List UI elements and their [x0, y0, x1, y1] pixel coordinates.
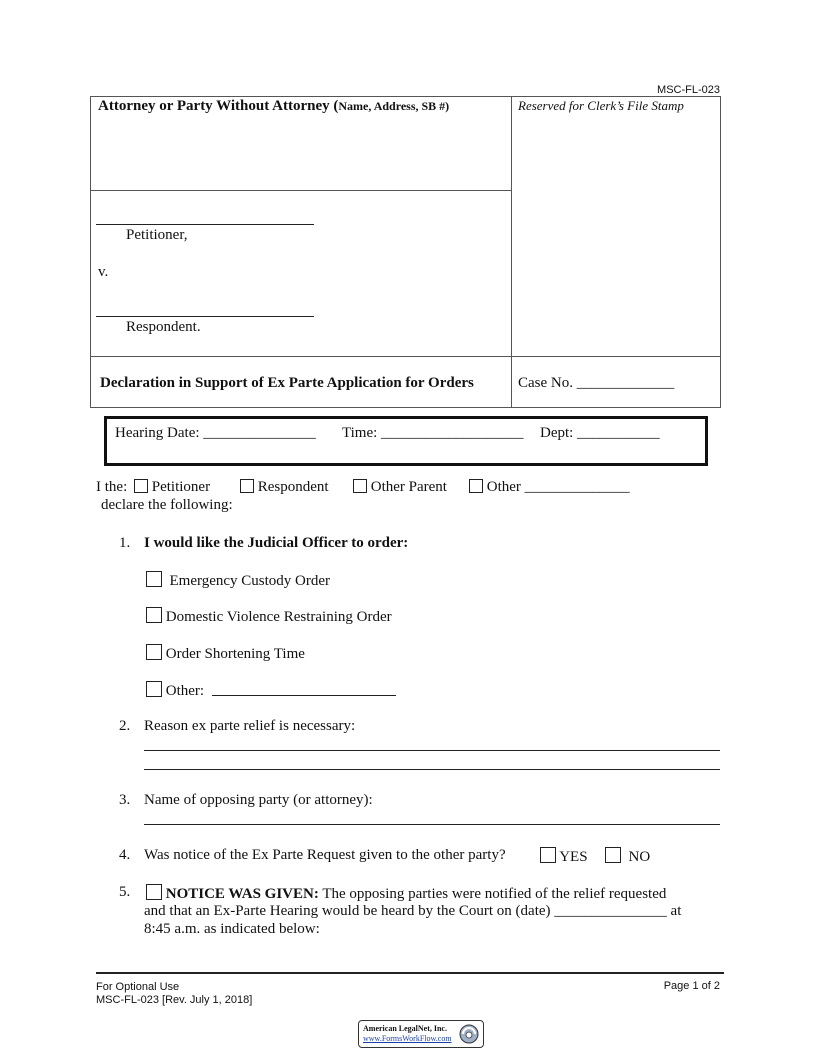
order-other-line[interactable] [212, 695, 396, 696]
caption-box [90, 96, 721, 408]
item-2-question: Reason ex parte relief is necessary: [144, 718, 356, 734]
item-1-question: I would like the Judicial Officer to order: [144, 535, 409, 551]
checkbox-icon[interactable] [146, 884, 162, 900]
clerk-stamp-label: Reserved for Clerk’s File Stamp [518, 98, 684, 113]
petitioner-line[interactable] [96, 224, 314, 225]
reason-line-2[interactable] [144, 769, 720, 770]
logo-url[interactable]: www.FormsWorkFlow.com [363, 1034, 452, 1043]
item-5-text: NOTICE WAS GIVEN: The opposing parties were notified of the relief requested [146, 884, 726, 903]
declarant-prefix: I the: [96, 479, 128, 495]
logo-name: American LegalNet, Inc. [363, 1024, 447, 1033]
notice-no[interactable]: NO [605, 847, 650, 866]
globe-icon [459, 1024, 479, 1044]
footer-page-number: Page 1 of 2 [663, 980, 720, 992]
caption-divider-title [91, 356, 720, 357]
item-5-number: 5. [119, 884, 131, 900]
declarant-other-parent[interactable]: Other Parent [353, 479, 447, 496]
order-emergency-custody[interactable]: Emergency Custody Order [146, 571, 330, 590]
case-number-field[interactable]: Case No. _____________ [518, 375, 675, 391]
item-5-text-line-3: 8:45 a.m. as indicated below: [144, 921, 320, 937]
item-2-number: 2. [119, 718, 131, 734]
item-5-text-line-2: and that an Ex-Parte Hearing would be heard by the Court on (date) _______________ at [144, 903, 682, 919]
order-other[interactable]: Other: [146, 681, 204, 700]
footer-optional-use: For Optional Use [96, 981, 180, 993]
item-1-number: 1. [119, 535, 131, 551]
petitioner-label: Petitioner, [126, 227, 188, 243]
checkbox-icon[interactable] [469, 479, 483, 493]
order-shortening-time[interactable]: Order Shortening Time [146, 644, 305, 663]
item-4-question: Was notice of the Ex Parte Request given to the other party? [144, 847, 506, 863]
checkbox-icon[interactable] [240, 479, 254, 493]
declarant-petitioner[interactable]: Petitioner [134, 479, 210, 496]
opposing-party-line[interactable] [144, 824, 720, 825]
footer-rule [96, 972, 724, 974]
item-3-question: Name of opposing party (or attorney): [144, 792, 373, 808]
notice-yes[interactable]: YES [540, 847, 588, 866]
reason-line-1[interactable] [144, 750, 720, 751]
attorney-label: Attorney or Party Without Attorney (Name, Address, SB #) [98, 98, 450, 114]
order-domestic-violence[interactable]: Domestic Violence Restraining Order [146, 607, 392, 626]
checkbox-icon[interactable] [134, 479, 148, 493]
item-4-number: 4. [119, 847, 131, 863]
hearing-date-field[interactable]: Hearing Date: _______________ [115, 425, 316, 441]
footer-revision: MSC-FL-023 [Rev. July 1, 2018] [96, 994, 253, 1006]
checkbox-icon[interactable] [540, 847, 556, 863]
publisher-logo[interactable] [358, 1020, 484, 1048]
checkbox-icon[interactable] [146, 644, 162, 660]
caption-divider-attorney [91, 190, 511, 191]
hearing-dept-field[interactable]: Dept: ___________ [540, 425, 660, 441]
declarant-suffix: declare the following: [101, 497, 233, 513]
versus-label: v. [98, 264, 109, 280]
respondent-label: Respondent. [126, 319, 201, 335]
declarant-other[interactable]: Other ______________ [469, 479, 630, 496]
checkbox-icon[interactable] [146, 571, 162, 587]
hearing-time-field[interactable]: Time: ___________________ [342, 425, 524, 441]
declarant-respondent[interactable]: Respondent [240, 479, 329, 496]
checkbox-icon[interactable] [605, 847, 621, 863]
checkbox-icon[interactable] [353, 479, 367, 493]
respondent-line[interactable] [96, 316, 314, 317]
checkbox-icon[interactable] [146, 681, 162, 697]
item-3-number: 3. [119, 792, 131, 808]
caption-divider-vertical [511, 97, 512, 407]
checkbox-icon[interactable] [146, 607, 162, 623]
document-title: Declaration in Support of Ex Parte Application for Orders [100, 375, 474, 391]
form-id: MSC-FL-023 [657, 84, 720, 96]
